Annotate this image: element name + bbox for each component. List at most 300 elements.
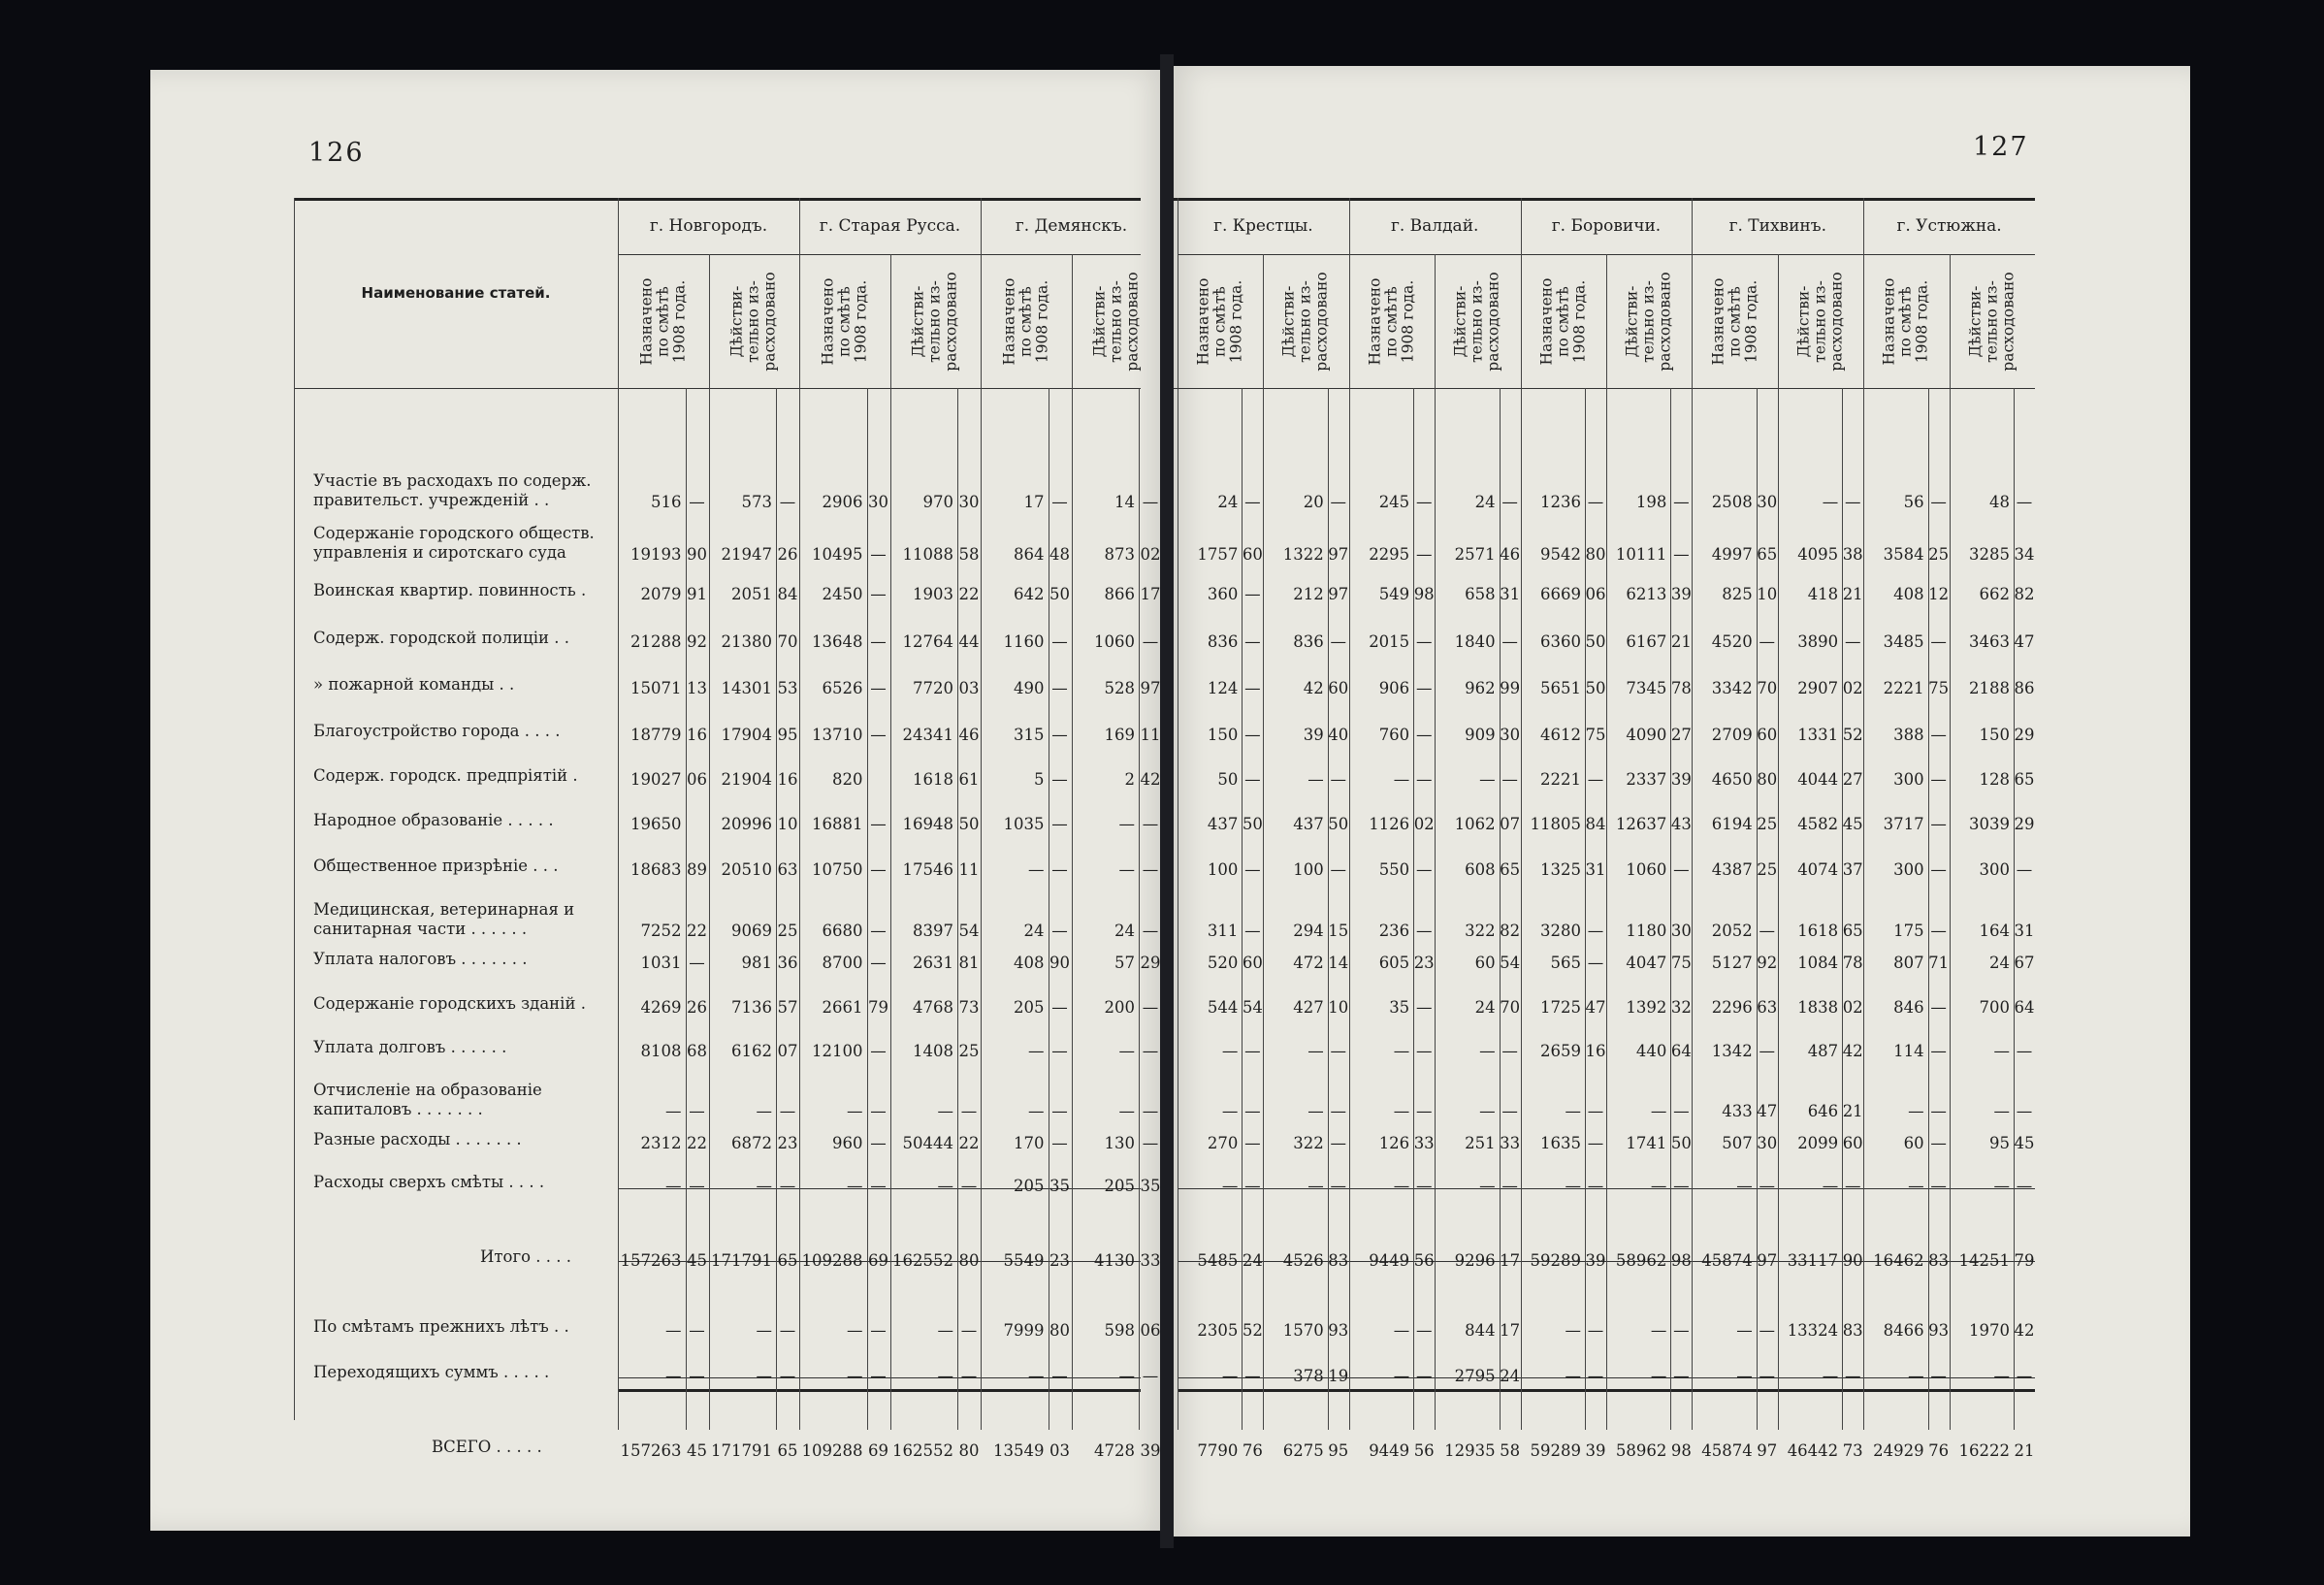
assigned-header — [618, 254, 709, 388]
cell-kopecks: 10 — [1757, 584, 1778, 603]
cell-kopecks: 47 — [1757, 1101, 1778, 1120]
cell-kopecks: — — [870, 584, 887, 603]
cell-kopecks: 25 — [1757, 859, 1778, 879]
cell-kopecks: 60 — [1328, 678, 1349, 697]
cell-rubles: 487 — [1807, 1041, 1839, 1060]
assigned-header — [1692, 254, 1777, 388]
cell-kopecks: — — [1844, 631, 1861, 651]
cell-rubles: — — [756, 1366, 772, 1385]
cell-rubles: 516 — [651, 492, 682, 511]
cell-kopecks: — — [1051, 997, 1068, 1017]
assigned-header-text: Назначено по смѣтѣ 1908 года. — [1709, 277, 1760, 365]
cell-rubles: 6669 — [1539, 584, 1581, 603]
cell-rubles: 18683 — [630, 859, 682, 879]
town-name: г. Новгородъ. — [649, 216, 768, 236]
cell-rubles: 212 — [1293, 584, 1324, 603]
cell-rubles: 1084 — [1797, 953, 1839, 972]
cell-rubles: 21947 — [721, 544, 772, 564]
cell-kopecks: 11 — [958, 859, 980, 879]
cell-rubles: 9542 — [1539, 544, 1581, 564]
cell-rubles: — — [756, 1101, 772, 1120]
cell-kopecks: 30 — [1757, 492, 1778, 511]
cell-kopecks: 80 — [1585, 544, 1606, 564]
cell-rubles: 7252 — [640, 921, 682, 940]
cell-rubles: — — [1908, 1176, 1924, 1195]
cell-kopecks: 22 — [687, 921, 707, 940]
cell-kopecks: 60 — [1757, 725, 1778, 744]
cell-kopecks: 44 — [958, 631, 980, 651]
cell-kopecks: — — [960, 1320, 978, 1340]
cell-rubles: 5127 — [1711, 953, 1753, 972]
cell-rubles: — — [1908, 1366, 1924, 1385]
cell-kopecks: 75 — [1670, 953, 1692, 972]
cell-rubles: 205 — [1104, 1176, 1135, 1195]
cell-kopecks: 24 — [1242, 1250, 1263, 1270]
town-name: г. Старая Русса. — [819, 216, 961, 236]
cell-kopecks: 30 — [1500, 725, 1521, 744]
cell-rubles: 19193 — [630, 544, 682, 564]
cell-kopecks: — — [870, 1176, 887, 1195]
cell-kopecks: — — [1759, 1176, 1776, 1195]
cell-kopecks: — — [1930, 492, 1947, 511]
cell-rubles: 205 — [1014, 1176, 1045, 1195]
cell-kopecks: — — [1415, 725, 1433, 744]
cell-kopecks: 81 — [958, 953, 980, 972]
cell-kopecks: — — [870, 1320, 887, 1340]
cell-rubles: 35 — [1389, 997, 1410, 1017]
cell-kopecks: — — [1330, 1041, 1347, 1060]
cell-rubles: 4768 — [913, 997, 953, 1017]
cell-kopecks: 57 — [777, 997, 798, 1017]
cell-kopecks: 67 — [2014, 953, 2035, 972]
cell-kopecks: 65 — [1757, 544, 1778, 564]
cell-rubles: 1035 — [1003, 814, 1045, 833]
cell-rubles: 3285 — [1968, 544, 2010, 564]
cell-rubles: 1635 — [1539, 1133, 1581, 1152]
name-column-header: Наименование статей. — [361, 284, 551, 302]
cell-kopecks: — — [1587, 1133, 1604, 1152]
cell-rubles: 2659 — [1539, 1041, 1581, 1060]
spent-header-text: Дѣйстви- тельно из- расходовано — [1280, 271, 1332, 372]
cell-kopecks: 60 — [1842, 1133, 1863, 1152]
cell-kopecks: 33 — [1140, 1250, 1161, 1270]
cell-kopecks: — — [1587, 1176, 1604, 1195]
cell-kopecks: — — [1142, 921, 1159, 940]
cell-rubles: 2296 — [1711, 997, 1753, 1017]
cell-rubles: 56 — [1903, 492, 1924, 511]
cell-kopecks: 07 — [777, 1041, 798, 1060]
cell-rubles: 6872 — [731, 1133, 772, 1152]
cell-rubles: 200 — [1104, 997, 1135, 1017]
spent-header — [1435, 254, 1520, 388]
cell-kopecks: — — [1930, 1366, 1947, 1385]
cell-kopecks: — — [689, 1320, 705, 1340]
cell-kopecks: 37 — [1842, 859, 1863, 879]
cell-rubles: — — [1565, 1366, 1581, 1385]
assigned-header — [799, 254, 890, 388]
cell-kopecks: 93 — [1328, 1320, 1349, 1340]
cell-rubles: — — [1736, 1176, 1753, 1195]
cell-rubles: 24 — [1217, 492, 1239, 511]
cell-kopecks: 65 — [1500, 859, 1521, 879]
cell-kopecks: 82 — [2014, 584, 2035, 603]
cell-kopecks: — — [1142, 1133, 1159, 1152]
cell-kopecks: — — [1587, 921, 1604, 940]
row-label: Воинская квартир. повинность . — [313, 581, 587, 599]
cell-rubles: 1392 — [1626, 997, 1667, 1017]
cell-rubles: 608 — [1465, 859, 1496, 879]
cell-rubles: 4269 — [640, 997, 682, 1017]
cell-rubles: 16881 — [812, 814, 863, 833]
assigned-header-text: Назначено по смѣтѣ 1908 года. — [1366, 277, 1417, 365]
cell-kopecks: 98 — [1670, 1440, 1692, 1460]
cell-kopecks: — — [1415, 997, 1433, 1017]
cell-kopecks: — — [1415, 921, 1433, 940]
spent-header — [1072, 254, 1163, 388]
cell-rubles: 9296 — [1454, 1250, 1496, 1270]
header-bottom-rule — [1174, 388, 2035, 389]
cell-kopecks: 54 — [1242, 997, 1263, 1017]
cell-rubles: 169 — [1104, 725, 1135, 744]
cell-rubles: 24929 — [1873, 1440, 1924, 1460]
cell-rubles: — — [1479, 1176, 1496, 1195]
cell-rubles: 5651 — [1539, 678, 1581, 697]
cell-kopecks: 30 — [868, 492, 888, 511]
cell-kopecks: 25 — [1757, 814, 1778, 833]
cell-rubles: 2099 — [1797, 1133, 1839, 1152]
cell-kopecks: — — [1330, 1101, 1347, 1120]
cell-rubles: — — [1479, 769, 1496, 789]
cell-rubles: 150 — [1979, 725, 2010, 744]
cell-kopecks: 39 — [1140, 1440, 1161, 1460]
cell-rubles: 472 — [1293, 953, 1324, 972]
right-page-number: 127 — [1973, 132, 2029, 162]
cell-rubles: 126 — [1378, 1133, 1410, 1152]
cell-kopecks: 70 — [1757, 678, 1778, 697]
row-label: Итого . . . . — [480, 1247, 571, 1266]
cell-rubles: 4728 — [1094, 1440, 1135, 1460]
cell-kopecks: — — [1501, 1041, 1518, 1060]
assigned-header-text: Назначено по смѣтѣ 1908 года. — [637, 277, 689, 365]
cell-rubles: 1062 — [1454, 814, 1496, 833]
cell-rubles: 2508 — [1711, 492, 1753, 511]
cell-rubles: 4997 — [1711, 544, 1753, 564]
assigned-header-text: Назначено по смѣтѣ 1908 года. — [1537, 277, 1589, 365]
cell-rubles: — — [1028, 1041, 1045, 1060]
cell-kopecks: — — [1142, 859, 1159, 879]
cell-rubles: — — [847, 1320, 863, 1340]
cell-kopecks: 21 — [2014, 1440, 2035, 1460]
spent-header-text: Дѣйстви- тельно из- расходовано — [1966, 271, 2017, 372]
cell-rubles: 315 — [1014, 725, 1045, 744]
cell-rubles: — — [1393, 1041, 1410, 1060]
cell-rubles: 12935 — [1444, 1440, 1496, 1460]
cell-rubles: 4526 — [1282, 1250, 1324, 1270]
cell-rubles: 528 — [1104, 678, 1135, 697]
cell-kopecks: 50 — [1585, 678, 1606, 697]
cell-rubles: 12764 — [902, 631, 953, 651]
cell-kopecks: 45 — [687, 1440, 707, 1460]
cell-kopecks: 36 — [777, 953, 798, 972]
cell-rubles: 6213 — [1626, 584, 1667, 603]
cell-kopecks: 89 — [687, 859, 707, 879]
cell-kopecks: 10 — [1328, 997, 1349, 1017]
cell-rubles: 59289 — [1530, 1440, 1581, 1460]
cell-rubles: 21288 — [630, 631, 682, 651]
cell-kopecks: 26 — [777, 544, 798, 564]
cell-kopecks: — — [1759, 631, 1776, 651]
cell-kopecks: — — [689, 492, 705, 511]
cell-rubles: 4582 — [1797, 814, 1839, 833]
cell-rubles: 2188 — [1968, 678, 2010, 697]
cell-kopecks: 25 — [958, 1041, 980, 1060]
cell-kopecks: — — [1930, 997, 1947, 1017]
cell-rubles: 100 — [1293, 859, 1324, 879]
cell-kopecks: 02 — [1140, 544, 1161, 564]
cell-kopecks: — — [1415, 1041, 1433, 1060]
cell-kopecks: 92 — [1757, 953, 1778, 972]
cell-kopecks: 50 — [958, 814, 980, 833]
cell-kopecks: 23 — [1049, 1250, 1070, 1270]
cell-kopecks: 69 — [868, 1440, 888, 1460]
cell-kopecks: 16 — [777, 769, 798, 789]
cell-rubles: — — [847, 1366, 863, 1385]
cell-kopecks: — — [1142, 631, 1159, 651]
cell-kopecks: — — [870, 1101, 887, 1120]
cell-kopecks: — — [1759, 1320, 1776, 1340]
cell-rubles: 162552 — [892, 1250, 953, 1270]
cell-kopecks: — — [1673, 1101, 1690, 1120]
cell-rubles: 175 — [1893, 921, 1924, 940]
cell-rubles: 8700 — [822, 953, 863, 972]
cell-rubles: 2906 — [822, 492, 863, 511]
cell-kopecks: 60 — [1242, 953, 1263, 972]
cell-kopecks: — — [1587, 769, 1604, 789]
cell-kopecks: 19 — [1328, 1366, 1349, 1385]
cell-rubles: 2221 — [1883, 678, 1924, 697]
cell-kopecks: — — [1244, 631, 1261, 651]
cell-kopecks: 52 — [1842, 725, 1863, 744]
cell-kopecks: 17 — [1500, 1320, 1521, 1340]
cell-kopecks: 31 — [1500, 584, 1521, 603]
cell-kopecks: 54 — [958, 921, 980, 940]
cell-rubles: 58962 — [1615, 1250, 1667, 1270]
cell-rubles: 437 — [1207, 814, 1239, 833]
cell-kopecks: 50 — [1049, 584, 1070, 603]
cell-kopecks: — — [1051, 859, 1068, 879]
cell-kopecks: — — [1051, 725, 1068, 744]
cell-rubles: 24 — [1023, 921, 1045, 940]
cell-kopecks: — — [1051, 1133, 1068, 1152]
cell-kopecks: 22 — [958, 584, 980, 603]
cell-kopecks: 73 — [1842, 1440, 1863, 1460]
cell-kopecks: — — [870, 544, 887, 564]
cell-kopecks: — — [960, 1176, 978, 1195]
cell-kopecks: 39 — [1585, 1440, 1606, 1460]
cell-rubles: 418 — [1807, 584, 1839, 603]
cell-kopecks: 03 — [1049, 1440, 1070, 1460]
cell-kopecks: — — [1501, 1176, 1518, 1195]
cell-kopecks: 23 — [777, 1133, 798, 1152]
cell-rubles: 4044 — [1797, 769, 1839, 789]
cell-rubles: — — [1650, 1176, 1667, 1195]
cell-kopecks: — — [1930, 921, 1947, 940]
cell-kopecks: — — [779, 1366, 796, 1385]
cell-rubles: 124 — [1207, 678, 1239, 697]
cell-kopecks: 63 — [1757, 997, 1778, 1017]
cell-kopecks: — — [1244, 725, 1261, 744]
cell-rubles: 170 — [1014, 1133, 1045, 1152]
cell-rubles: 198 — [1635, 492, 1667, 511]
cell-kopecks: 83 — [1328, 1250, 1349, 1270]
cell-rubles: 544 — [1207, 997, 1239, 1017]
cell-rubles: 1840 — [1454, 631, 1496, 651]
cell-rubles: 6526 — [822, 678, 863, 697]
cell-rubles: 20 — [1303, 492, 1324, 511]
cell-rubles: 1903 — [913, 584, 953, 603]
cell-kopecks: — — [1759, 1041, 1776, 1060]
town-name: г. Тихвинъ. — [1728, 216, 1826, 236]
cell-kopecks: 97 — [1757, 1440, 1778, 1460]
cell-kopecks: 78 — [1670, 678, 1692, 697]
cell-rubles: 164 — [1979, 921, 2010, 940]
cell-rubles: — — [937, 1366, 953, 1385]
row-label: Медицинская, ветеринарная и санитарная части . . . . . . — [313, 900, 575, 938]
cell-kopecks: 40 — [1328, 725, 1349, 744]
cell-kopecks: — — [1415, 631, 1433, 651]
cell-rubles: 16948 — [902, 814, 953, 833]
cell-kopecks: 25 — [777, 921, 798, 940]
assigned-header-text: Назначено по смѣтѣ 1908 года. — [1000, 277, 1051, 365]
cell-kopecks: — — [1673, 1176, 1690, 1195]
cell-rubles: 836 — [1293, 631, 1324, 651]
cell-rubles: 7790 — [1197, 1440, 1239, 1460]
cell-rubles: 150 — [1207, 725, 1239, 744]
cell-kopecks: — — [1587, 1320, 1604, 1340]
cell-rubles: 50444 — [902, 1133, 953, 1152]
cell-kopecks: — — [1415, 1320, 1433, 1340]
cell-kopecks: 32 — [1670, 997, 1692, 1017]
cell-rubles: 873 — [1104, 544, 1135, 564]
cell-kopecks: — — [870, 814, 887, 833]
cell-kopecks: — — [1051, 1101, 1068, 1120]
cell-kopecks: — — [1587, 492, 1604, 511]
cell-kopecks: 31 — [1585, 859, 1606, 879]
cell-rubles: 549 — [1378, 584, 1410, 603]
row-label: » пожарной команды . . — [313, 675, 515, 694]
cell-rubles: 20996 — [721, 814, 772, 833]
cell-kopecks: 16 — [687, 725, 707, 744]
cell-rubles: 520 — [1207, 953, 1239, 972]
cell-kopecks: 56 — [1413, 1440, 1435, 1460]
cell-kopecks: 48 — [1049, 544, 1070, 564]
cell-rubles: 4095 — [1797, 544, 1839, 564]
cell-rubles: 8466 — [1883, 1320, 1924, 1340]
cell-kopecks: — — [870, 859, 887, 879]
cell-rubles: 598 — [1104, 1320, 1135, 1340]
cell-rubles: 408 — [1893, 584, 1924, 603]
cell-kopecks: 21 — [1842, 1101, 1863, 1120]
cell-kopecks: 26 — [687, 997, 707, 1017]
cell-rubles: — — [1307, 1101, 1324, 1120]
cell-kopecks: 70 — [1500, 997, 1521, 1017]
cell-kopecks: 45 — [687, 1250, 707, 1270]
cell-kopecks: — — [779, 1320, 796, 1340]
cell-kopecks: — — [1244, 1041, 1261, 1060]
cell-kopecks: 30 — [1757, 1133, 1778, 1152]
cell-rubles: — — [1565, 1320, 1581, 1340]
cell-kopecks: 95 — [1328, 1440, 1349, 1460]
cell-kopecks: — — [1930, 769, 1947, 789]
cell-rubles: — — [1993, 1041, 2010, 1060]
cell-kopecks: 06 — [1585, 584, 1606, 603]
cell-rubles: 14 — [1114, 492, 1135, 511]
cell-rubles: 11805 — [1530, 814, 1581, 833]
cell-kopecks: 42 — [1842, 1041, 1863, 1060]
cell-rubles: 807 — [1893, 953, 1924, 972]
cell-kopecks: 22 — [687, 1133, 707, 1152]
row-label: По смѣтамъ прежнихъ лѣтъ . . — [313, 1317, 569, 1336]
assigned-header-text: Назначено по смѣтѣ 1908 года. — [1194, 277, 1245, 365]
row-label: Уплата долговъ . . . . . . — [313, 1038, 507, 1056]
cell-rubles: 2661 — [822, 997, 863, 1017]
cell-rubles: 322 — [1465, 921, 1496, 940]
cell-rubles: 388 — [1893, 725, 1924, 744]
cell-rubles: — — [1650, 1366, 1667, 1385]
cell-rubles: 1838 — [1797, 997, 1839, 1017]
cell-rubles: 378 — [1293, 1366, 1324, 1385]
cell-rubles: 270 — [1207, 1133, 1239, 1152]
cell-rubles: 605 — [1378, 953, 1410, 972]
cell-rubles: — — [937, 1101, 953, 1120]
cell-rubles: — — [937, 1176, 953, 1195]
cell-rubles: 13324 — [1787, 1320, 1839, 1340]
town-name: г. Крестцы. — [1213, 216, 1313, 236]
cell-rubles: — — [1908, 1101, 1924, 1120]
cell-rubles: 3890 — [1797, 631, 1839, 651]
cell-kopecks: — — [1587, 953, 1604, 972]
cell-kopecks: 47 — [1585, 997, 1606, 1017]
cell-kopecks: 86 — [2014, 678, 2035, 697]
cell-rubles: 300 — [1979, 859, 2010, 879]
cell-kopecks — [867, 766, 890, 792]
cell-kopecks: — — [1051, 678, 1068, 697]
cell-rubles: — — [1479, 1101, 1496, 1120]
cell-rubles: — — [937, 1320, 953, 1340]
cell-rubles: — — [665, 1176, 682, 1195]
cell-rubles: — — [1736, 1320, 1753, 1340]
cell-rubles: 58962 — [1615, 1440, 1667, 1460]
cell-rubles: 7999 — [1003, 1320, 1045, 1340]
cell-rubles: 300 — [1893, 769, 1924, 789]
row-label: Уплата налоговъ . . . . . . . — [313, 950, 528, 968]
cell-rubles: 39 — [1303, 725, 1324, 744]
cell-kopecks: — — [1142, 1366, 1159, 1385]
cell-kopecks: — — [1051, 1366, 1068, 1385]
cell-kopecks: 15 — [1328, 921, 1349, 940]
cell-rubles: 981 — [741, 953, 772, 972]
cell-kopecks: 50 — [1328, 814, 1349, 833]
cell-kopecks: — — [1142, 1101, 1159, 1120]
cell-kopecks: 02 — [1842, 678, 1863, 697]
row-label: Содерж. городск. предпріятій . — [313, 766, 578, 785]
cell-rubles: — — [1822, 1176, 1839, 1195]
cell-kopecks: 07 — [1500, 814, 1521, 833]
cell-kopecks: — — [1930, 1041, 1947, 1060]
cell-rubles: 4130 — [1094, 1250, 1135, 1270]
cell-rubles: 294 — [1293, 921, 1324, 940]
cell-kopecks: 33 — [1413, 1133, 1435, 1152]
